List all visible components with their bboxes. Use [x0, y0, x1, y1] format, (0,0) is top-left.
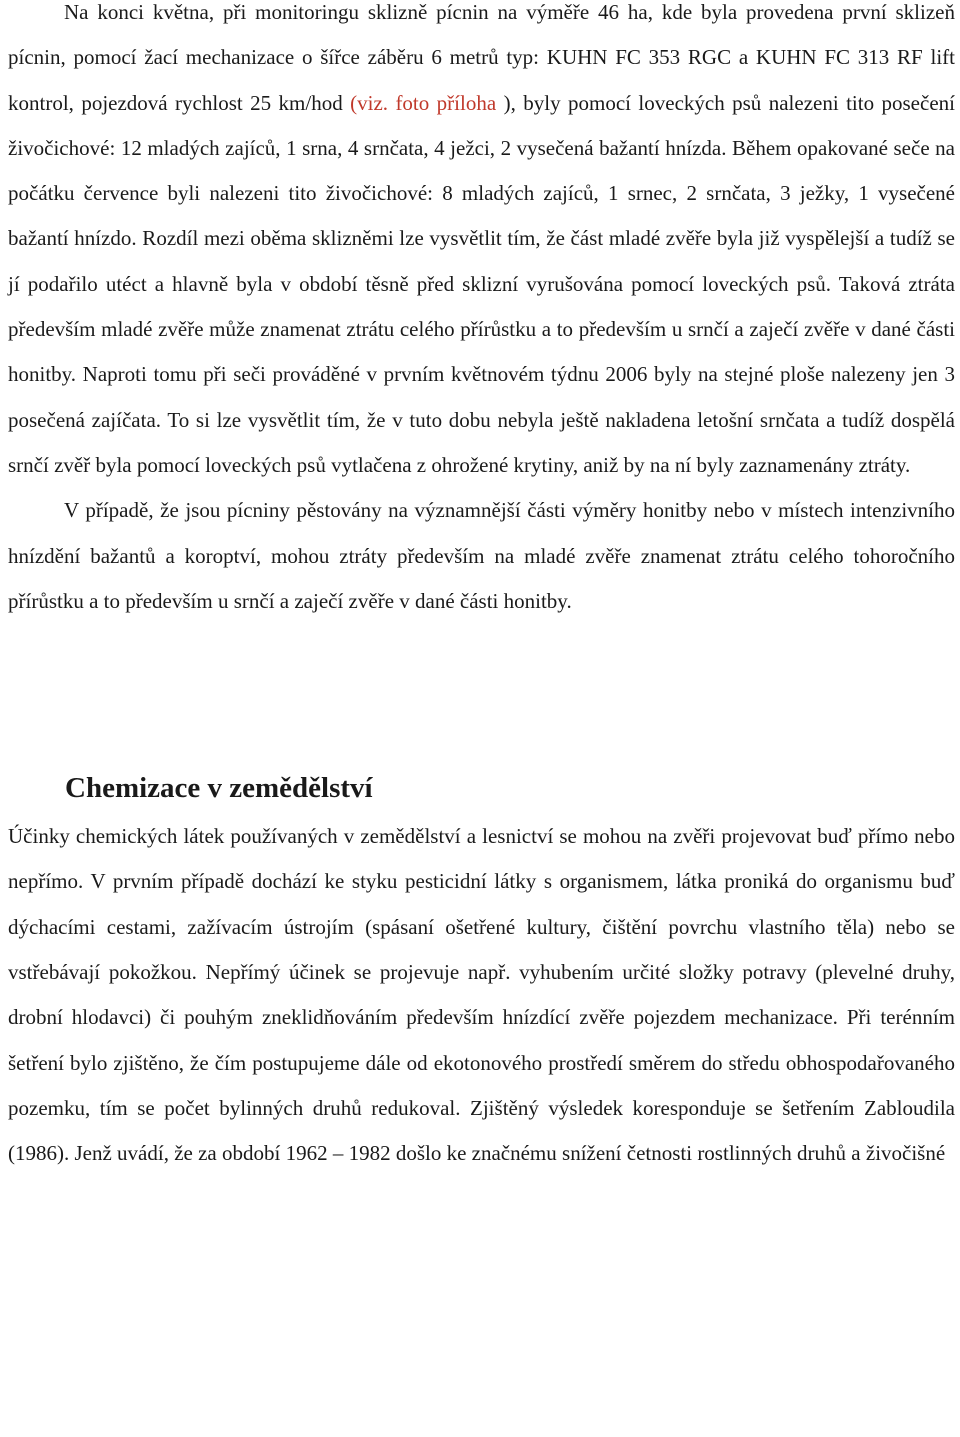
- paragraph-crop-losses: V případě, že jsou pícniny pěstovány na významnější části výměry honitby nebo v místech intenzivního hnízdění bažantů a koroptví, mohou ztráty především na mladé zvěře znamenat ztrátu celého tohoročního přírůstku a to především u srnčí a zaječí zvěře v dané části honitby.: [8, 498, 955, 613]
- photo-appendix-link[interactable]: (viz. foto příloha: [350, 90, 497, 115]
- section-heading: Chemizace v zemědělství: [65, 772, 373, 805]
- paragraph-text: Na konci května, při monitoringu sklizně pícnin na výměře 46 ha, kde byla provedena první sklizeň pícnin, pomocí žací mechanizace o šířce záběru 6 metrů typ: KUHN FC 353 RGC a KUHN FC 313 RF lift kontrol, pojezdová rychlost 25 km/hod: [8, 0, 955, 115]
- document-page: [8, 0, 955, 1177]
- paragraph-harvest-monitoring: [8, 0, 955, 488]
- paragraph-chemicals: Účinky chemických látek používaných v zemědělství a lesnictví se mohou na zvěři projevovat buď přímo nebo nepřímo. V prvním případě dochází ke styku pesticidní látky s organismem, látka proniká do organismu buď dýchacími cestami, zažívacím ústrojím (spásaní ošetřené kultury, čištění povrchu vlastního těla) nebo se vstřebávají pokožkou. Nepřímý účinek se projevuje např. vyhubením určité složky potravy (plevelné druhy, drobní hlodavci) či pouhým zneklidňováním především hnízdící zvěře pojezdem mechanizace. Při terénním šetření bylo zjištěno, že čím postupujeme dále od ekotonového prostředí směrem do středu obhospodařovaného pozemku, tím se počet bylinných druhů redukoval. Zjištěný výsledek koresponduje se šetřením Zabloudila (1986). Jenž uvádí, že za období 1962 – 1982 došlo ke značnému snížení četnosti rostlinných druhů a živočišné: [8, 824, 955, 1166]
- paragraph-text: ), byly pomocí loveckých psů nalezeni tito posečení živočichové: 12 mladých zajíců, 1 srna, 4 srnčata, 4 ježci, 2 vysečená bažantí hnízda. Během opakované seče na počátku července byli nalezeni tito živočichové: 8 mladých zajíců, 1 srnec, 2 srnčata, 3 ježky, 1 vysečené bažantí hnízdo. Rozdíl mezi oběma sklizněmi lze vysvětlit tím, že část mladé zvěře byla již vyspělejší a tudíž se jí podařilo utéct a hlavně byla v období těsně před sklizní vyrušována pomocí loveckých psů. Taková ztráta především mladé zvěře může znamenat ztrátu celého přírůstku a to především u srnčí a zaječí zvěře v dané části honitby. Naproti tomu při seči prováděné v prvním květnovém týdnu 2006 byly na stejné ploše nalezeny jen 3 posečená zajíčata. To si lze vysvětlit tím, že v tuto dobu nebyla ještě nakladena letošní srnčata a tudíž dospělá srnčí zvěř byla pomocí loveckých psů vytlačena z ohrožené krytiny, aniž by na ní byly zaznamenány ztráty.: [8, 90, 955, 477]
